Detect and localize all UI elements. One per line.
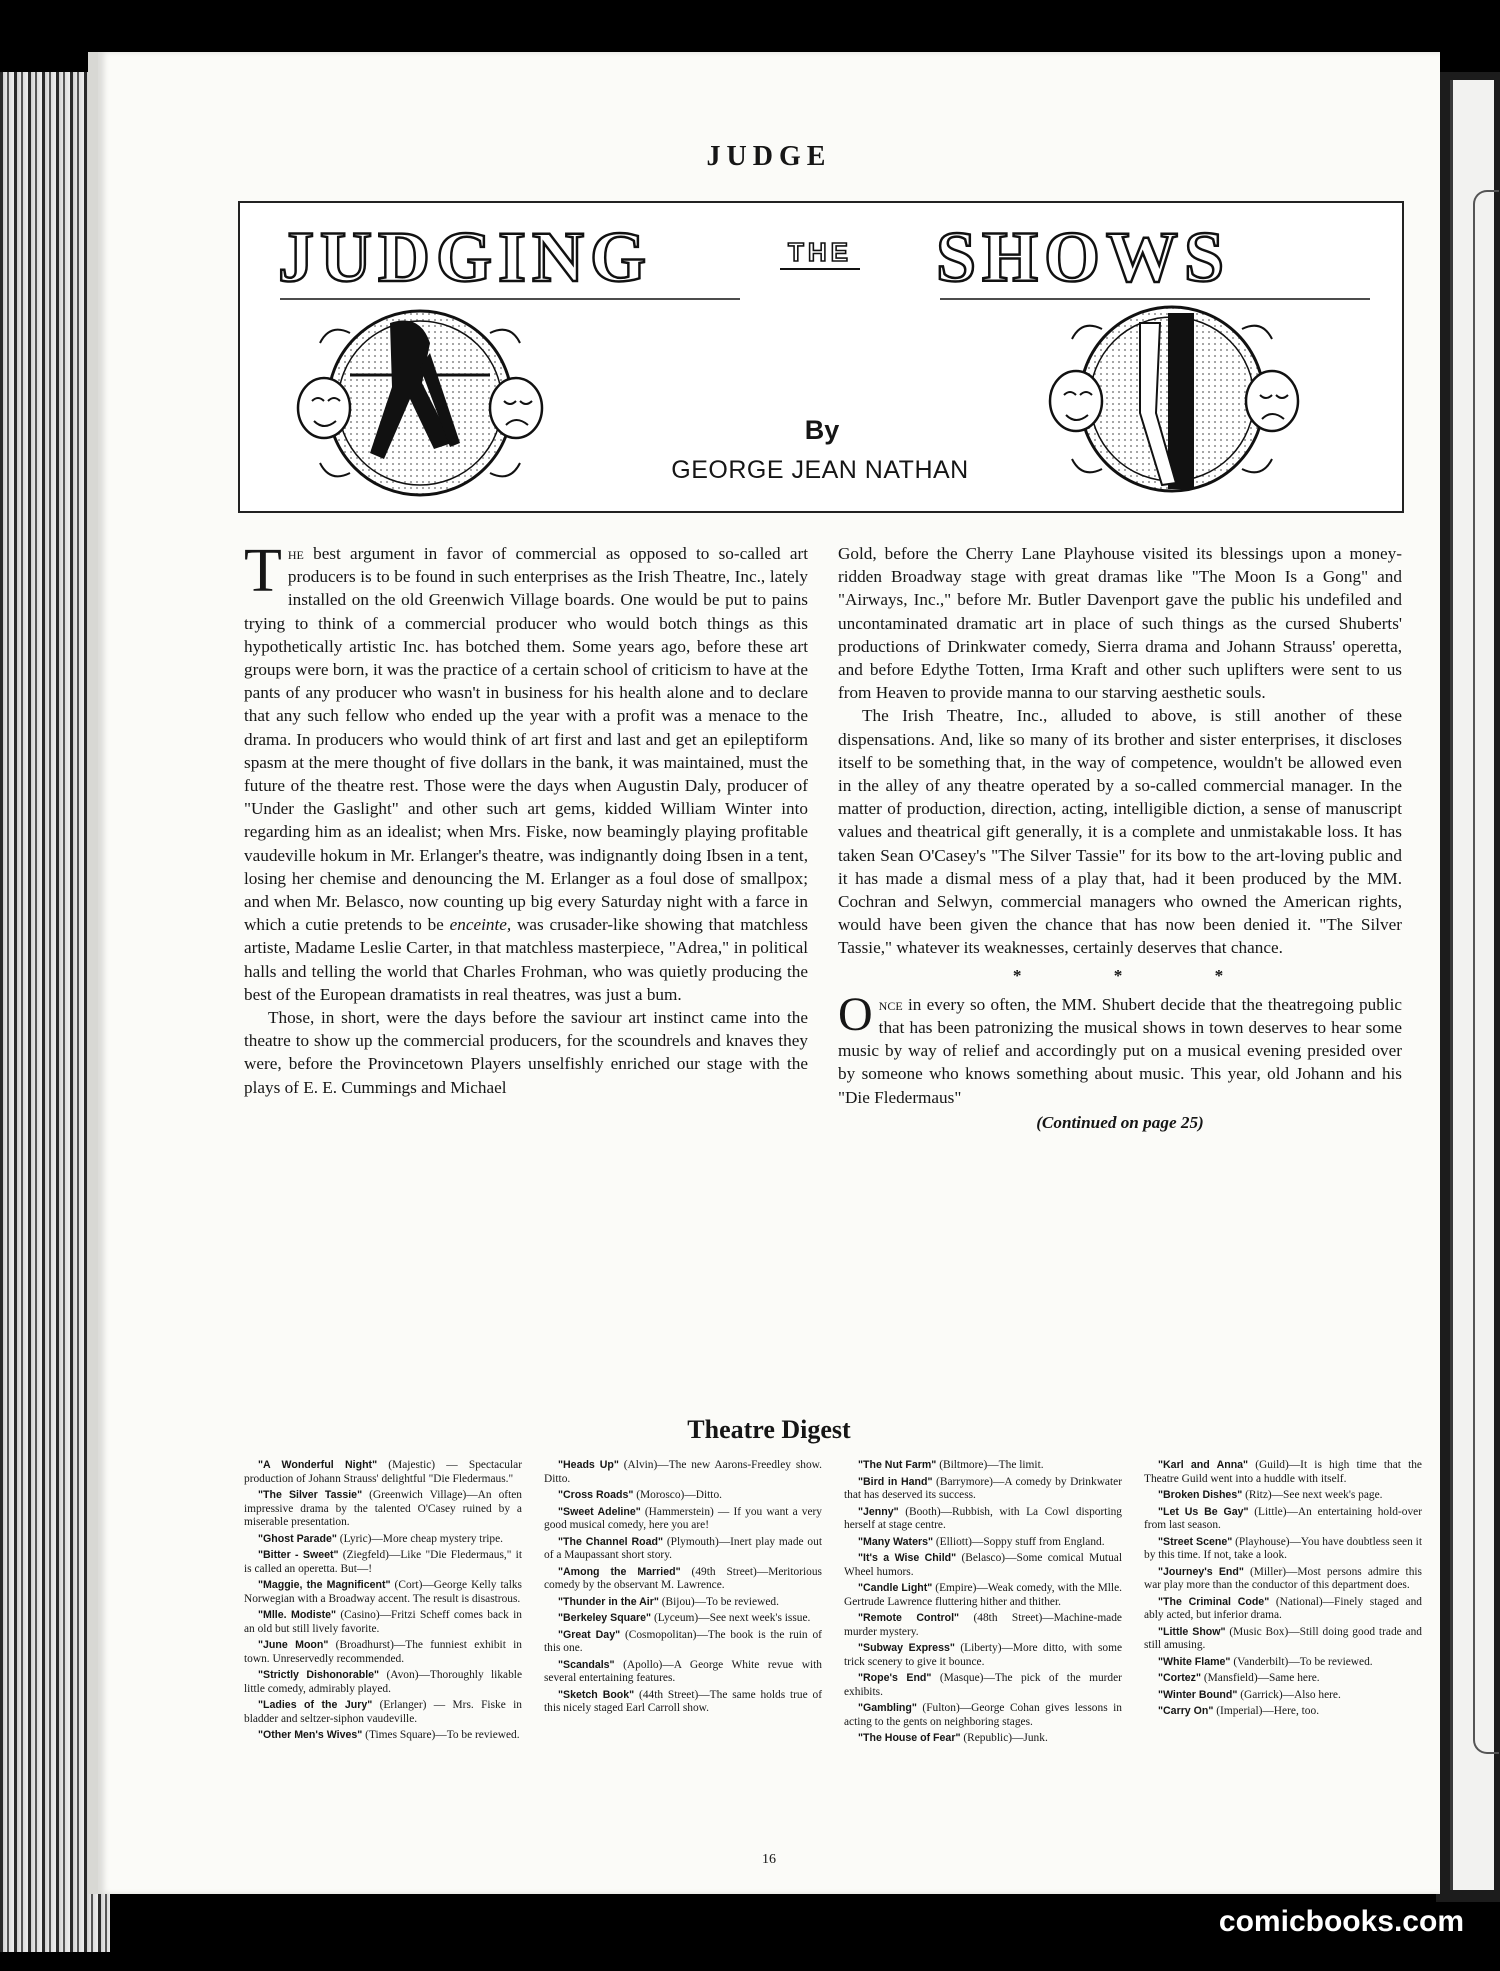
- digest-entry: [1144, 1626, 1422, 1653]
- magazine-page: [88, 52, 1440, 1894]
- digest-entry-text: (Imperial)—Here, too.: [1216, 1705, 1320, 1717]
- digest-entry-text: (44th Street)—The same holds true of this nicely staged Earl Carroll show.: [544, 1688, 822, 1714]
- digest-entry: [844, 1582, 1122, 1609]
- article-paragraph: Those, in short, were the days before the saviour art instinct came into the theatre to show up the commercial producers, for the scoundrels and knaves they were, before the Provincetown Players unselfishly enriched our stage with the plays of E. E. Cummings and Michael: [244, 1008, 808, 1097]
- digest-entry: [244, 1639, 522, 1666]
- digest-entry: [1144, 1689, 1422, 1703]
- digest-entry: [1144, 1596, 1422, 1623]
- digest-entry-title: "It's a Wise Child": [858, 1552, 957, 1564]
- digest-entry-text: (Playhouse)—You have doubtless seen it by this time. If not, take a look.: [1144, 1535, 1422, 1561]
- digest-entry-title: "Sketch Book": [558, 1688, 635, 1701]
- digest-entry: [544, 1506, 822, 1533]
- digest-entry-text: (Lyric)—More cheap mystery tripe.: [339, 1532, 504, 1545]
- digest-entry: [1144, 1536, 1422, 1563]
- digest-entry-text: (Booth)—Rubbish, with La Cowl disporting herself at stage centre.: [844, 1505, 1122, 1531]
- title-banner: [238, 201, 1404, 513]
- digest-entry-text: (Greenwich Village)—An often impressive drama by the talented O'Casey ruined by a miserable presentation.: [244, 1489, 522, 1528]
- digest-entry-title: "Other Men's Wives": [258, 1729, 363, 1741]
- digest-entry: [844, 1506, 1122, 1533]
- digest-entry-text: (Bijou)—To be reviewed.: [661, 1595, 779, 1608]
- digest-entry-title: "Journey's End": [1158, 1565, 1244, 1578]
- digest-entry-title: "Among the Married": [558, 1565, 681, 1578]
- digest-entry: [844, 1476, 1122, 1503]
- digest-entry: [544, 1566, 822, 1593]
- digest-entry: [244, 1729, 522, 1743]
- digest-entry-text: (Barrymore)—A comedy by Drinkwater that has deserved its success.: [844, 1475, 1122, 1501]
- digest-entry: [844, 1536, 1122, 1550]
- digest-entry-text: (Fulton)—George Cohan gives lessons in acting to the gents on neighboring stages.: [844, 1702, 1122, 1728]
- digest-entry: [844, 1732, 1122, 1746]
- digest-entry-text: (Liberty)—More ditto, with some trick scenery to give it bounce.: [844, 1642, 1123, 1668]
- digest-entry-text: (Hammerstein) — If you want a very good musical comedy, here you are!: [544, 1505, 822, 1531]
- digest-entry-text: (48th Street)—Machine-made murder mystery.: [844, 1612, 1122, 1638]
- banner-title-shows: SHOWS: [936, 217, 1231, 297]
- article-column-right: [838, 542, 1402, 1134]
- digest-entry-text: (Casino)—Fritzi Scheff comes back in an old but still lively favorite.: [244, 1609, 522, 1635]
- book-edge-right: [1436, 72, 1500, 1902]
- digest-entry-title: "Scandals": [558, 1658, 615, 1671]
- digest-column: [1144, 1459, 1422, 1722]
- digest-entry-text: (Ziegfeld)—Like "Die Fledermaus," it is called an operetta. But—!: [244, 1549, 522, 1575]
- digest-entry-text: (Republic)—Junk.: [963, 1732, 1048, 1744]
- digest-entry-text: (Guild)—It is high time that the Theatre Guild went into a huddle with itself.: [1144, 1459, 1422, 1485]
- digest-entry-text: (Music Box)—Still doing good trade and still amusing.: [1144, 1625, 1422, 1651]
- left-medallion-illustration: [298, 311, 542, 495]
- digest-entry: [844, 1552, 1122, 1579]
- digest-entry: [844, 1642, 1122, 1669]
- article-column-left: [244, 537, 808, 1099]
- digest-entry-text: (Garrick)—Also here.: [1240, 1688, 1341, 1701]
- digest-entry-title: "The Nut Farm": [858, 1459, 937, 1471]
- article-paragraph: Gold, before the Cherry Lane Playhouse visited its blessings upon a money-ridden Broadway stage with great dramas like "The Moon Is a Gong" and "Airways, Inc.," before Mr. Butler Davenport gave the public his undefiled and uncontaminated dramatic art in place of such things as the cursed Shuberts' productions of Drinkwater comedy, Sierra drama and Johann Strauss' operetta, and before Edythe Totten, Irma Kraft and other such uplifters were sent to us from Heaven to provide manna to our starving aesthetic souls.: [838, 544, 1402, 703]
- digest-entry: [1144, 1656, 1422, 1670]
- drop-cap: T: [244, 537, 282, 605]
- digest-entry: [244, 1459, 522, 1486]
- right-medallion-illustration: [1050, 307, 1298, 491]
- digest-entry: [544, 1659, 822, 1686]
- digest-entry: [1144, 1506, 1422, 1533]
- digest-entry-title: "Rope's End": [858, 1672, 932, 1684]
- digest-entry: [244, 1579, 522, 1606]
- digest-entry: [544, 1489, 822, 1503]
- digest-entry-title: "Berkeley Square": [558, 1612, 652, 1624]
- digest-entry-title: "Ladies of the Jury": [258, 1699, 373, 1711]
- digest-entry-text: (Erlanger) — Mrs. Fiske in bladder and seltzer-siphon vaudeville.: [244, 1699, 523, 1725]
- digest-entry: [544, 1612, 822, 1626]
- digest-entry-title: "Karl and Anna": [1158, 1459, 1249, 1471]
- digest-entry-title: "Gambling": [858, 1702, 917, 1714]
- article-paragraph: The best argument in favor of commercial as opposed to so-called art producers is to be found in such enterprises as the Irish Theatre, Inc., lately installed on the old Greenwich Village boards. One would be put to pains trying to think of a commercial producer who would botch things as this hypothetically artistic Inc. has botched them. Some years ago, before these art groups were born, it was the practice of a certain school of criticism to have at the pants of any producer who wasn't in business for his health alone and to declare that any such fellow who ended up the year with a profit was a menace to the drama. In producers who would think of art first and last and get an epileptiform spasm at the mere thought of five dollars in the bank, it was maintained, must the future of the theatre rest. Those were the days when Augustin Daly, producer of "Under the Gaslight" and other such art gems, kidded William Winter into regarding him as an idealist; when Mrs. Fiske, now beamingly playing profitable vaudeville hokum in Mr. Erlanger's theatre, was indignantly doing Ibsen in a tent, losing her chemise and denouncing the M. Erlanger as a foul dose of smallpox; and when Mr. Belasco, now counting up big every Saturday night with a farce in which a cutie pretends to be enceinte, was crusader-like showing that matchless artiste, Madame Leslie Carter, in that matchless masterpiece, "Adrea," in political halls and telling the world that Charles Frohman, who was quietly producing the best of the European dramatists in real theatres, was just a bum.: [244, 537, 808, 1004]
- digest-entry-text: (Times Square)—To be reviewed.: [365, 1729, 520, 1741]
- digest-entry-title: "Subway Express": [858, 1642, 955, 1654]
- digest-entry: [244, 1489, 522, 1530]
- digest-entry: [244, 1699, 522, 1726]
- article-paragraph: Once in every so often, the MM. Shubert decide that the theatregoing public that has been patronizing the musical shows in town deserves to hear some music by way of relief and accordingly put on a musical evening presided over by someone who knows something about music. This year, old Johann and his "Die Fledermaus": [838, 987, 1403, 1107]
- digest-entry-title: "Strictly Dishonorable": [258, 1669, 380, 1681]
- digest-entry-title: "Street Scene": [1158, 1535, 1233, 1548]
- digest-entry-title: "Ghost Parade": [258, 1532, 337, 1545]
- drop-cap: O: [838, 987, 873, 1041]
- watermark: comicbooks.com: [1218, 1905, 1464, 1938]
- digest-entry-text: (Alvin)—The new Aarons-Freedley show. Ditto.: [544, 1459, 822, 1485]
- digest-title: Theatre Digest: [687, 1415, 851, 1444]
- digest-entry: [544, 1629, 822, 1656]
- digest-entry: [1144, 1705, 1422, 1719]
- digest-entry: [244, 1609, 522, 1636]
- digest-entry-text: (Apollo)—A George White revue with several entertaining features.: [544, 1658, 822, 1684]
- digest-entry: [1144, 1672, 1422, 1686]
- banner-title-judging: JUDGING: [278, 217, 653, 297]
- digest-entry-title: "Bitter - Sweet": [258, 1549, 339, 1561]
- digest-entry: [844, 1612, 1122, 1639]
- digest-entry-text: (Little)—An entertaining hold-over from last season.: [1144, 1505, 1422, 1531]
- page-number: 16: [762, 1852, 776, 1867]
- digest-entry: [244, 1669, 522, 1696]
- digest-entry-title: "The Silver Tassie": [258, 1489, 363, 1501]
- digest-entry-text: (Ritz)—See next week's page.: [1245, 1489, 1383, 1501]
- digest-entry-title: "The House of Fear": [858, 1732, 961, 1744]
- digest-entry-title: "Sweet Adeline": [558, 1505, 641, 1518]
- digest-entry-text: (Belasco)—Some comical Mutual Wheel humors.: [844, 1552, 1122, 1578]
- byline-by: By: [804, 415, 840, 445]
- digest-column: [844, 1459, 1122, 1749]
- masthead: JUDGE: [706, 141, 832, 172]
- digest-entry-title: "Carry On": [1158, 1705, 1214, 1717]
- digest-entry: [244, 1549, 522, 1576]
- digest-entry-text: (49th Street)—Meritorious comedy by the observant M. Lawrence.: [544, 1565, 822, 1591]
- digest-entry-title: "Thunder in the Air": [558, 1595, 659, 1608]
- digest-entry-title: "The Criminal Code": [1158, 1595, 1270, 1608]
- digest-entry-text: (Empire)—Weak comedy, with the Mlle. Gertrude Lawrence fluttering hither and thither.: [844, 1582, 1122, 1608]
- digest-entry: [1144, 1459, 1422, 1486]
- digest-entry: [1144, 1566, 1422, 1593]
- digest-entry-title: "The Channel Road": [558, 1535, 664, 1548]
- digest-entry-title: "Remote Control": [858, 1612, 960, 1624]
- digest-entry-title: "Cortez": [1158, 1672, 1202, 1684]
- digest-entry-title: "Great Day": [558, 1628, 621, 1641]
- digest-entry-text: (Miller)—Most persons admire this war play more than the conductor of this department does.: [1144, 1565, 1422, 1591]
- digest-entry-text: (Mansfield)—Same here.: [1203, 1672, 1320, 1684]
- section-break-stars: * * *: [1012, 965, 1268, 985]
- digest-entry: [544, 1536, 822, 1563]
- digest-entry-title: "Little Show": [1158, 1625, 1226, 1638]
- digest-entry-text: (Broadhurst)—The funniest exhibit in town. Unreservedly recommended.: [244, 1639, 522, 1665]
- digest-entry-title: "Cross Roads": [558, 1489, 634, 1501]
- digest-entry-title: "A Wonderful Night": [258, 1459, 378, 1471]
- digest-entry: [544, 1689, 822, 1716]
- digest-entry-title: "Winter Bound": [1158, 1688, 1238, 1701]
- digest-entry-text: (Plymouth)—Inert play made out of a Maupassant short story.: [544, 1535, 822, 1561]
- digest-entry-text: (Majestic) — Spectacular production of Johann Strauss' delightful "Die Fledermaus.": [244, 1459, 522, 1485]
- digest-entry: [844, 1672, 1122, 1699]
- digest-entry-text: (Elliott)—Soppy stuff from England.: [935, 1535, 1105, 1548]
- digest-entry-text: (Morosco)—Ditto.: [636, 1489, 723, 1501]
- continued-notice: (Continued on page 25): [1036, 1112, 1204, 1132]
- digest-column: [544, 1459, 822, 1719]
- digest-entry-text: (Biltmore)—The limit.: [939, 1459, 1044, 1471]
- digest-entry-text: (Avon)—Thoroughly likable little comedy, admirably played.: [244, 1669, 522, 1695]
- digest-entry-title: "Bird in Hand": [858, 1475, 933, 1488]
- digest-entry-title: "Let Us Be Gay": [1158, 1505, 1249, 1518]
- digest-entry: [544, 1596, 822, 1610]
- digest-entry-text: (National)—Finely staged and ably acted, but inferior drama.: [1144, 1595, 1422, 1621]
- digest-entry-text: (Lyceum)—See next week's issue.: [653, 1612, 811, 1624]
- digest-entry: [844, 1702, 1122, 1729]
- digest-entry-title: "Maggie, the Magnificent": [258, 1579, 391, 1591]
- digest-entry-title: "Many Waters": [858, 1535, 933, 1548]
- digest-entry-title: "June Moon": [258, 1639, 329, 1651]
- article-paragraph: The Irish Theatre, Inc., alluded to above, is still another of these dispensations. And, like so many of its brother and sister enterprises, it discloses itself to be something that, in the way of competence, wouldn't be allowed even in the alley of any theatre operated by a so-called commercial manager. In the matter of production, direction, acting, intelligible diction, a sense of manuscript values and theatrical gift generally, it is a complete and unmistakable loss. It has taken Sean O'Casey's "The Silver Tassie" for its bow to the art-loving public and it has made a dismal mess of a play that, had it been produced by the MM. Cochran and Selwyn, commercial managers who owned the American rights, would have been given the chance that has now been denied it. "The Silver Tassie," whatever its weaknesses, certainly deserves that chance.: [838, 706, 1402, 958]
- byline-author: GEORGE JEAN NATHAN: [671, 456, 969, 484]
- digest-entry: [544, 1459, 822, 1486]
- digest-entry-text: (Masque)—The pick of the murder exhibits.: [844, 1672, 1122, 1698]
- digest-column: [244, 1459, 522, 1746]
- digest-entry-title: "Mlle. Modiste": [258, 1609, 337, 1621]
- digest-entry-title: "Jenny": [858, 1505, 899, 1518]
- digest-entry: [844, 1459, 1122, 1473]
- digest-entry-title: "Broken Dishes": [1158, 1489, 1243, 1501]
- digest-entry-text: (Vanderbilt)—To be reviewed.: [1233, 1655, 1373, 1668]
- digest-entry: [1144, 1489, 1422, 1503]
- digest-entry-text: (Cosmopolitan)—The book is the ruin of this one.: [544, 1628, 822, 1654]
- digest-entry-text: (Cort)—George Kelly talks Norwegian with a Broadway accent. The result is disastrous.: [244, 1579, 522, 1605]
- digest-entry-title: "Candle Light": [858, 1582, 933, 1594]
- digest-entry-title: "Heads Up": [558, 1459, 619, 1471]
- digest-entry: [244, 1533, 522, 1547]
- digest-entry-title: "White Flame": [1158, 1655, 1231, 1668]
- banner-title-the: THE: [788, 237, 852, 267]
